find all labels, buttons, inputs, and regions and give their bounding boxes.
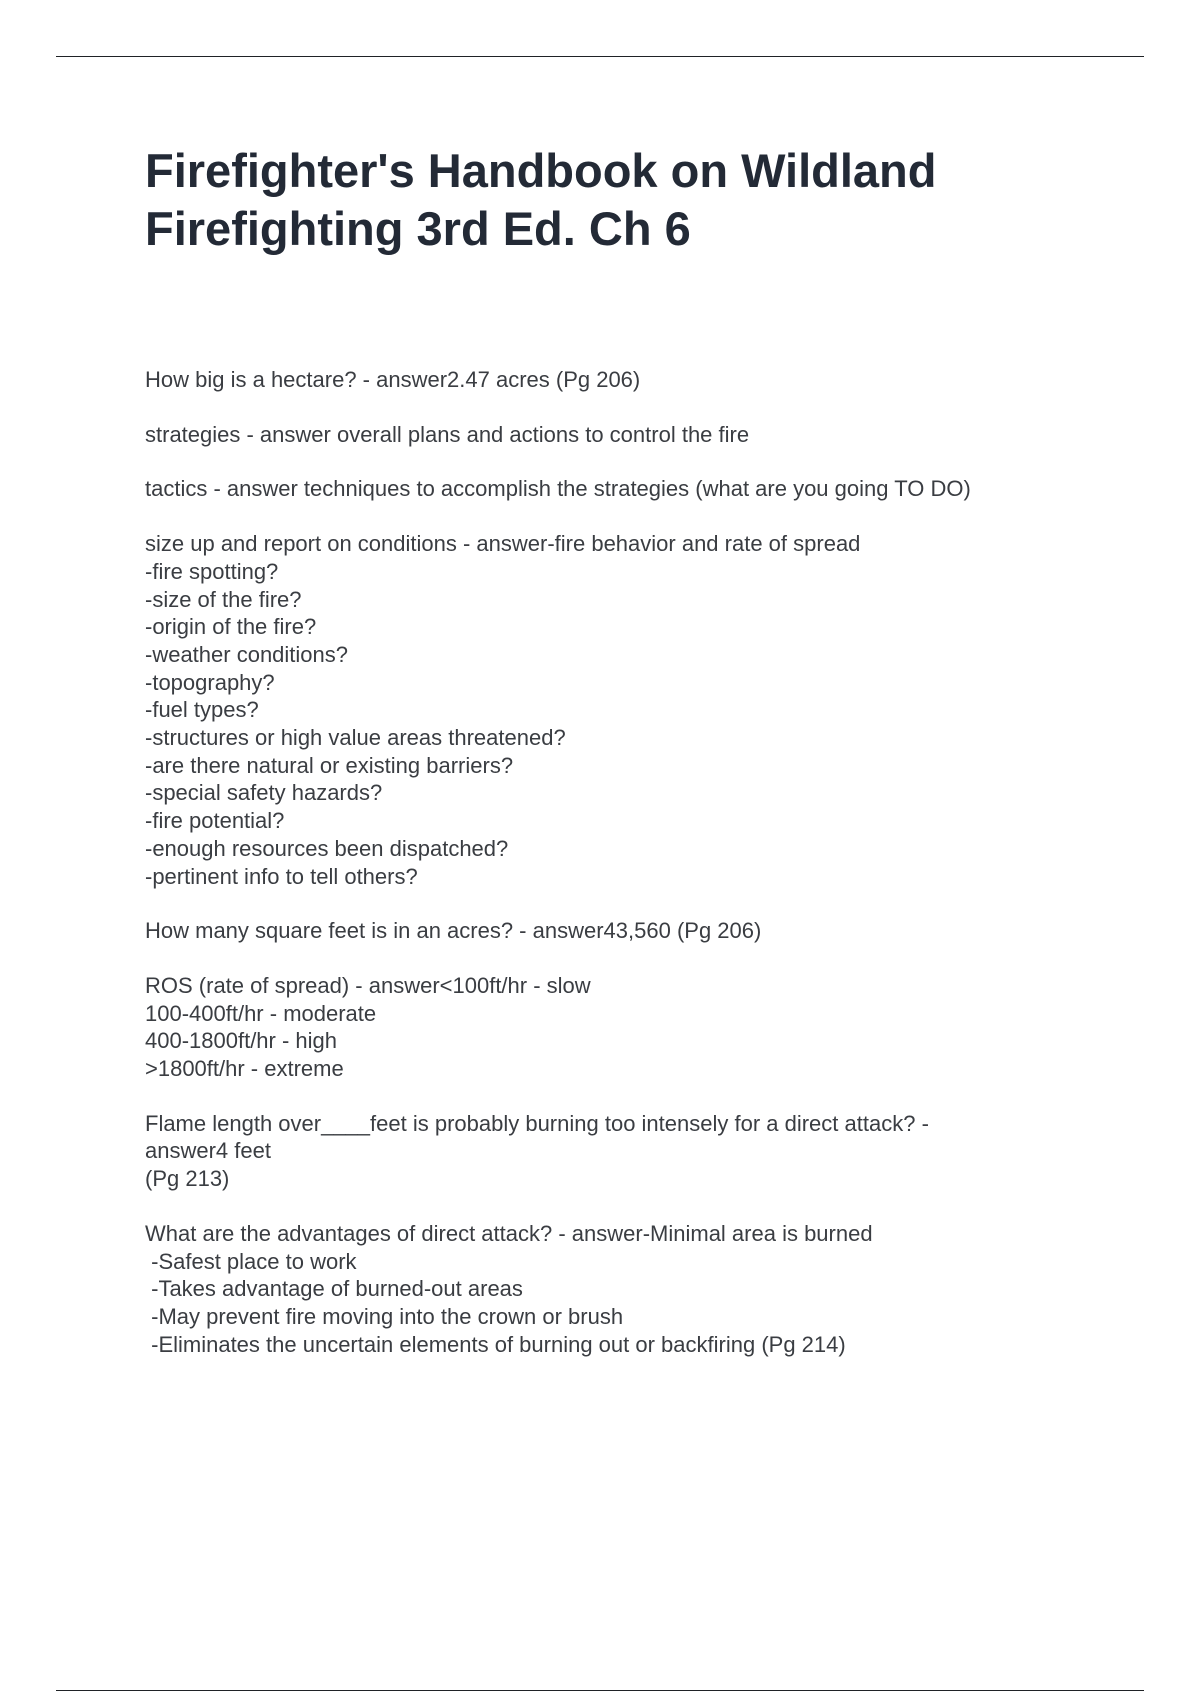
qa-item (145, 1220, 1105, 1359)
qa-line: -weather conditions? (145, 641, 349, 667)
page-title (145, 142, 1085, 258)
qa-item (145, 421, 1105, 449)
qa-line: -fire spotting? (145, 558, 279, 584)
qa-item (145, 1110, 1105, 1193)
qa-item (145, 917, 1105, 945)
qa-line: -fuel types? (145, 697, 259, 723)
qa-line: 400-1800ft/hr - high (145, 1028, 338, 1054)
qa-line: -enough resources been dispatched? (145, 835, 509, 861)
qa-line: strategies - answer overall plans and actions to control the fire (145, 421, 750, 447)
qa-item (145, 366, 1105, 394)
qa-line: -topography? (145, 669, 275, 695)
qa-item (145, 475, 1105, 503)
bottom-rule (56, 1690, 1144, 1691)
qa-item (145, 530, 1105, 890)
qa-line: >1800ft/hr - extreme (145, 1056, 344, 1082)
qa-line: -fire potential? (145, 808, 285, 834)
title-line-1: Firefighter's Handbook on Wildland (145, 144, 937, 197)
qa-line: ROS (rate of spread) - answer<100ft/hr - slow (145, 972, 591, 998)
qa-line: -Safest place to work (145, 1248, 357, 1274)
qa-line: -are there natural or existing barriers? (145, 752, 514, 778)
qa-item (145, 972, 1105, 1083)
qa-line: -origin of the fire? (145, 614, 317, 640)
qa-line: -structures or high value areas threatened? (145, 725, 566, 751)
qa-line: -Eliminates the uncertain elements of burning out or backfiring (Pg 214) (145, 1331, 846, 1357)
title-line-2: Firefighting 3rd Ed. Ch 6 (145, 202, 691, 255)
qa-line: How many square feet is in an acres? - answer43,560 (Pg 206) (145, 918, 762, 944)
qa-line: (Pg 213) (145, 1166, 230, 1192)
qa-line: -pertinent info to tell others? (145, 863, 418, 889)
qa-line: tactics - answer techniques to accomplish the strategies (what are you going TO DO) (145, 476, 971, 502)
qa-line: 100-400ft/hr - moderate (145, 1000, 377, 1026)
qa-line: -size of the fire? (145, 586, 302, 612)
top-rule (56, 56, 1144, 57)
qa-line: Flame length over____feet is probably burning too intensely for a direct attack? - (145, 1110, 929, 1136)
qa-line: -Takes advantage of burned-out areas (145, 1276, 523, 1302)
qa-line: size up and report on conditions - answer-fire behavior and rate of spread (145, 531, 861, 557)
qa-line: What are the advantages of direct attack? - answer-Minimal area is burned (145, 1220, 873, 1246)
qa-line: -May prevent fire moving into the crown or brush (145, 1303, 624, 1329)
qa-line: How big is a hectare? - answer2.47 acres (Pg 206) (145, 367, 641, 392)
qa-line: -special safety hazards? (145, 780, 383, 806)
qa-line: answer4 feet (145, 1138, 271, 1164)
qa-list (145, 366, 1105, 1385)
